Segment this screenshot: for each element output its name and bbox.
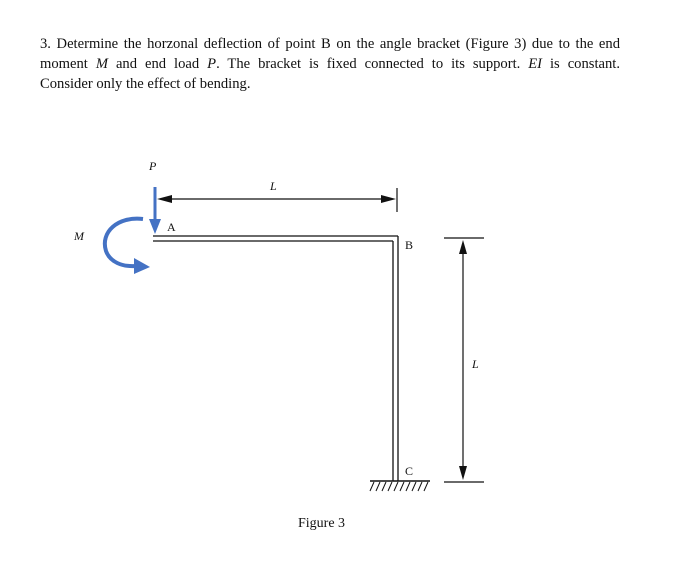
- text-constant: is constant.: [542, 56, 620, 72]
- text-support: . The bracket is fixed connected to its support.: [216, 56, 529, 72]
- symbol-M: M: [95, 56, 108, 72]
- label-B: B: [405, 238, 414, 252]
- horizontal-member: [153, 236, 398, 241]
- load-arrow: [149, 187, 161, 234]
- label-vertical-L: L: [472, 357, 479, 371]
- symbol-EI: EI: [528, 56, 543, 72]
- label-A: A: [167, 220, 176, 234]
- label-C: C: [405, 464, 414, 478]
- figure-caption: Figure 3: [298, 516, 346, 531]
- symbol-P: P: [207, 56, 217, 72]
- label-horizontal-L: L: [270, 179, 277, 193]
- problem-line-1: 3. Determine the horzonal deflection of point B on the angle bracket (Figure 3) due to the end: [40, 36, 620, 52]
- moment-arrow: [105, 219, 150, 274]
- label-M: M: [74, 229, 84, 243]
- label-P: P: [149, 159, 157, 173]
- text-end-load: and end load: [107, 56, 208, 72]
- vertical-member: [393, 236, 398, 481]
- problem-line-3: Consider only the effect of bending.: [40, 76, 251, 92]
- text-moment: moment: [40, 56, 96, 72]
- fixed-support: [370, 481, 430, 491]
